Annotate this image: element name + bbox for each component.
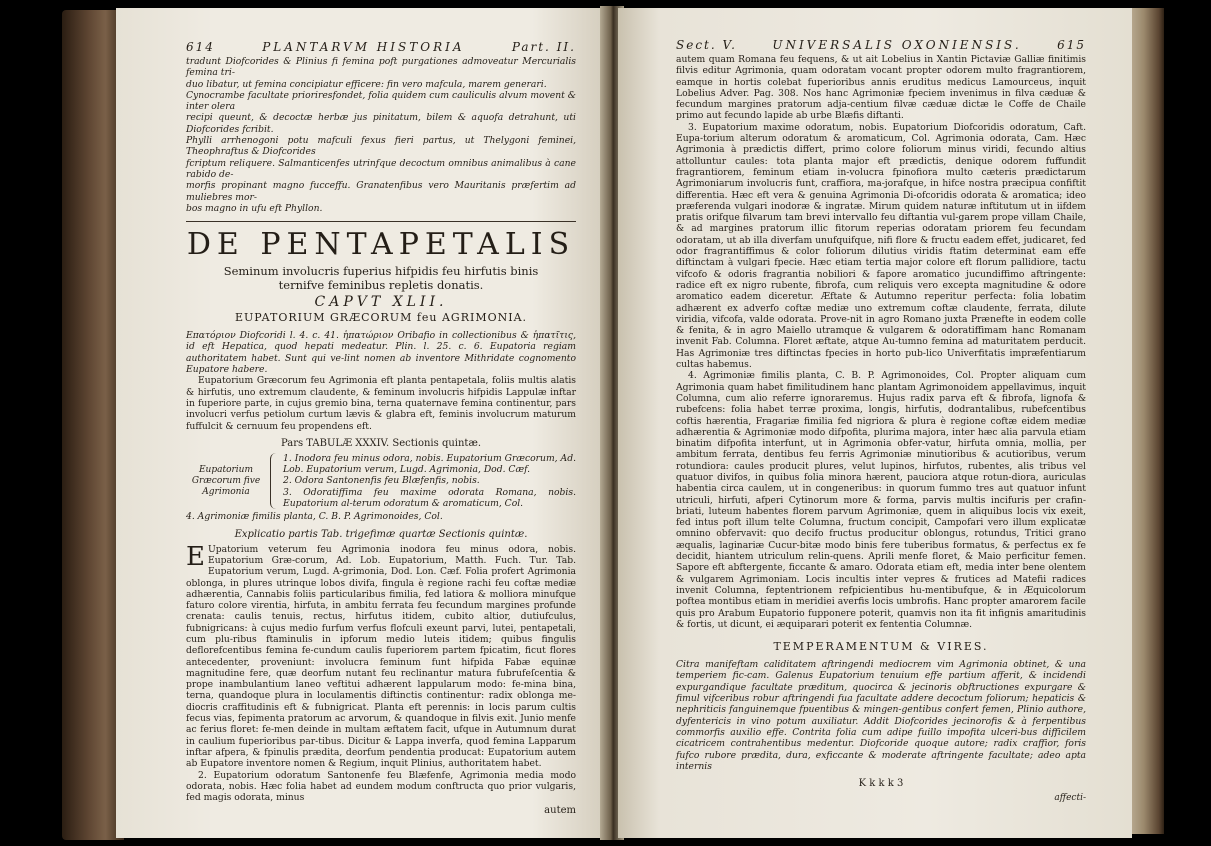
- caput-heading: CAPVT XLII.: [314, 294, 448, 311]
- synonym-item: 3. Odoratiffima feu maxime odorata Romana, nobis. Eupatorium al-terum odoratum & aromaticum, Col.: [283, 486, 576, 510]
- intro-block: [186, 56, 576, 214]
- synonym-list: [186, 453, 576, 509]
- intro-line: tradunt Diofcorides & Plinius fi femina poft purgationes admoveatur Mercurialis femina tri-: [186, 56, 576, 79]
- left-part-label: Part. II.: [511, 40, 576, 54]
- left-page-number: 614: [186, 40, 215, 54]
- paragraph-continued: autem quam Romana feu fequens, & ut ait Lobelius in Xantin Pictaviæ Galliæ finitimis filvis editur Agrimonia, quam odoratam vocant propter odorem multo fragrantiorem, eamque in hortis colebat fuperioribus annis eruditus medicus Lamourceus, inquit Lobelius Adver. Pag. 308. Nos hanc Agrimoniæ fpeciem invenimus in filva cæduæ & fecundum margines pratorum adja-centium filvæ cæduæ dictæ le Coffe de Chaile primo aut fecundo lapide ab urbe Blæfis diftanti.: [676, 54, 1086, 122]
- paragraph-virtues: Citra manifeftam caliditatem aftringendi mediocrem vim Agrimonia obtinet, & una temperiem fic-cam. Galenus Eupatorium tenuium effe partium afferit, & incidendi expurgandique facultate præditum, quocirca & jecinoris obftructiones expurgare & fimul vifceribus robur aftringendi fua facultate addere decoctum foliorum; hepaticis & nephriticis fanguinemque fpuentibus & mingen-gentibus confert femen, Plinio authore, dyfentericis in vino potum auxiliatur. Addit Diofcorides jecinorofis & à ferpentibus commorfis auxilio effe. Contrita folia cum adipe fuillo impofita ulceri-bus difficilem cicatricem contrahentibus medentur. Diofcoride quoque autore; radix craffior, foris fufco rubore prædita, dura, exficcante & moderate aftringente facultate; adeo apta internis: [676, 659, 1086, 772]
- chapter-title: DE PENTAPETALIS: [186, 227, 576, 263]
- paragraph-third-species: 3. Eupatorium maxime odoratum, nobis. Eupatorium Diofcoridis odoratum, Caft. Eupa-torium alterum odoratum & aromaticum, Col. Agrimonia odorata, Cam. Hæc Agrimonia à prædictis differt, primo colore foliorum minus viridi, fecundo altius attolluntur caules: tota planta major eft prædictis, denique odorem fuffundit fragrantiorem, feminum etiam in-volucra fpinofiora multo cæteris prædictarum Agrimoniarum involucris funt, craffiora, ma-jorafque, in hifce nostra præcipua confiftit differentia. Hæc eft vera & genuina Agrimonia Di-ofcoridis odorata & aromatica; ideo præferenda vulgari inodoræ & ingratæ. Mirum quidem naturæ inftitutum ut in iifdem pratis orifque filvarum tam brevi intervallo feu diftantia vul-garem prope villam Chaile, & ad margines pratorum illic fitorum reperias odoratam priorem feu fecundam odoratam, ut ab illa diverfam unufquifque, nifi flore & fructu eadem effet, judicaret, fed odor fragrantiffimus & color foliorum dilutius viridis ftatim determinat eam effe diftinctam à vulgari fpecie. Hæc etiam tertia major colore eft florum pallidiore, tactu vifcofo & odoris fragrantia nobiliori & fapore aromatico jucundiffimo aftringente: radice eft ex nigro rubente, fibrofa, cum reliquis vero excepta magnitudine & odore aromatico eadem diceretur. Æftate & Autumno reperitur perfecta: folia lobatim adhærent ex adverfo coftæ mediæ uno extremum coftæ claudente, ferrata, dilute viridia, vifcofa, valde odorata. Prove-nit in agro Romano juxta Prænefte in eodem colle & fenita, & in agro Maiello utramque & vulgarem & odoratiffimam hanc Romanam invenit Fab. Columna. Floret æftate, atque Au-tumno femina ad maturitatem perducit. Has Agrimoniæ tres diftinctas fpecies in horto pub-lico Univerfitatis impræfentiarum cultas habemus.: [676, 121, 1086, 371]
- book-edge-right: [1130, 8, 1164, 834]
- intro-line: duo libatur, ut femina concipiatur efficere: fin vero mafcula, marem generari.: [186, 78, 547, 90]
- paragraph-main: [186, 541, 576, 770]
- paragraph-second: 2. Eupatorium odoratum Santonenfe feu Blæfenfe, Agrimonia media modo odorata, nobis. Hæc folia habet ad eundem modum conftructa quo prior vulgaris, fed magis odorata, minus: [186, 769, 576, 804]
- right-running-head: [676, 38, 1086, 52]
- left-running-head: [186, 40, 576, 54]
- intro-line: Cynocrambe facultate prioriresfondet, folia quidem cum cauliculis alvum movent & inter olera: [186, 89, 576, 113]
- right-page: [618, 8, 1132, 838]
- paragraph-description: Eupatorium Græcorum feu Agrimonia eft planta pentapetala, foliis multis alatis & hirfutis, uno extremum claudente, & feminum involucris hifpidis Lappulæ inftar in fuperiore parte, in cujus gremio bina, terna quaternave femina continentur, pars involucri verfus petiolum curtum lævis & glabra eft, feminis involucrum maturum fuffulcit & cernuum feu propendens eft.: [186, 375, 576, 432]
- drop-cap: E: [186, 541, 205, 572]
- synonym-items: [283, 453, 576, 509]
- intro-line: recipi queunt, & decoctæ herbæ jus pinitatum, bilem & aquofa detrahunt, uti Diofcorides fcribit.: [186, 112, 576, 135]
- brace-mark: [270, 453, 279, 509]
- intro-line: morfis propinant magno fucceffu. Granatenfibus vero Mauritanis præfertim ad muliebres mor-: [186, 180, 576, 203]
- paragraph-main-text: Upatorium veterum feu Agrimonia inodora feu minus odora, nobis. Eupatorium Græ-corum, Ad. Lob. Eupatorium, Matth. Fuch. Tur. Tab. Eupatorium verum, Lugd. A-grimonia, Dod. Lon. Cæf. Folia profert Agrimonia oblonga, in plures utrinque lobos divifa, fingula è regione rachi feu coftæ mediæ adhærentia, Cannabis foliis particularibus fimilia, fed latiora & molliora minufque faturo colore virentia, hirfuta, in ambitu ferrata feu fecundum margines profunde crenata: caulis tenuis, rectus, hirfutus itidem, cubito altior, dutiufculus, fubnigricans: à cujus medio furfum verfus flofculi exeunt parvi, lutei, pentapetali, cum plu-ribus ftaminulis in ipforum medio luteis itidem; quibus fingulis deflorefcentibus femina fe-cundum caulis fuperiorem partem fpicatim, ficut flores antecedenter, proveniunt: involucra feminum funt hifpida Fabæ equinæ magnitudine fere, quæ deorfum nutant feu reclinantur matura fubrufeſcentia & prope inambulantium laneo veftitui adhærent lappularum modo: fe-mina bina, terna, quandoque plura in loculamentis diftinctis continentur: radix oblonga me-diocris craffitudinis eft & fubnigricat. Planta eft perennis: in locis parum cultis fecus vias, fepimenta pratorum ac arvorum, & quandoque in filvis exit. Junio menfe ac ferius floret: fe-men deinde in multam æftatem facit, ufque in Autumnum durat in caulium fuperioribus par-tibus. Dicitur & Lappa inverfa, quod femina Lapparum inftar afpera, & fpinulis prædita, deorfum pendentia producat: Eupatorium autem ab Eupatore inventore nomen & Regium, inquit Plinius, authoritatem habet.: [186, 543, 576, 770]
- left-page: [116, 8, 606, 838]
- synonym-item-four: 4. Agrimoniæ fimilis planta, C. B. P. Agrimonoides, Col.: [186, 511, 443, 523]
- paragraph-etymology: Eπατόριον Diofcoridi l. 4. c. 41. ἡπατώριον Oribafio in collectionibus & ἡπατῖτις, id eft Hepatica, quod hepati medeatur. Plin. l. 25. c. 6. Eupatoria regiam authoritatem habet. Sunt qui ve-lint nomen ab inventore Mithridate cognomento Eupatore habere.: [186, 330, 576, 376]
- right-catchword: affecti-: [1054, 793, 1086, 804]
- book-edge-left: [62, 10, 124, 840]
- intro-line: fcriptum reliquere. Salmanticenfes utrinfque decoctum omnibus animalibus à cane rabido de-: [186, 157, 576, 180]
- intro-line: bos magno in ufu eft Phyllon.: [186, 202, 323, 214]
- right-running-title: UNIVERSALIS OXONIENSIS.: [772, 38, 1022, 52]
- signature-mark: K k k k 3: [858, 778, 904, 790]
- temperamentum-heading: TEMPERAMENTUM & VIRES.: [773, 640, 989, 654]
- left-catchword: autem: [544, 805, 576, 817]
- right-page-number: 615: [1057, 38, 1086, 52]
- synonym-item: 2. Odora Santonenfis feu Blæfenfis, nobis.: [283, 475, 480, 487]
- table-reference: Pars TABULÆ XXXIV. Sectionis quintæ.: [280, 437, 482, 449]
- synonym-item: 1. Inodora feu minus odora, nobis. Eupatorium Græcorum, Ad. Lob. Eupatorium verum, Lugd. Agrimonia, Dod. Cæf.: [283, 452, 576, 476]
- synonym-label: Eupatorium Græcorum five Agrimonia: [191, 464, 261, 497]
- intro-line: Phylli arrhenogoni potu mafculi fexus fieri partus, ut Thelygoni feminei, Theophraftus & Diofcorides: [186, 135, 576, 158]
- chapter-subtitle: Seminum involucris fuperius hifpidis feu hirfutis binis ternifve feminibus repletis donatis.: [223, 264, 539, 293]
- chapter-name: EUPATORIUM GRÆCORUM feu AGRIMONIA.: [234, 311, 528, 325]
- explicatio-heading: Explicatio partis Tab. trigefimæ quartæ Sectionis quintæ.: [234, 528, 528, 540]
- paragraph-fourth-species: 4. Agrimoniæ fimilis planta, C. B. P. Agrimonoides, Col. Propter aliquam cum Agrimonia quam habet fimilitudinem hanc plantam Agrimonoidem appellavimus, inquit Columna, cum alio referre ignoraremus. Hujus radix parva eft & fibrofa, lignofa & rubefcens: folia habet terræ proxima, longis, hirfutis, dodrantalibus, rubefcentibus coftis hærentia, Fragariæ fimilia fed nigriora & plura è regione coftæ eidem mediæ adhærentia & Agrimoniæ modo difpofita, plurima majora, inter hæc alia parvula etiam binatim difpofita interfunt, ut in Agrimonia obfer-vatur, hirfuta omnia, mollia, per ambitum ferrata, dentibus feu ferris Agrimoniæ minutioribus & acutioribus, verum rotundiora: caules producit plures, velut lupinos, hirfutos, rubentes, alis tribus vel quatuor divifos, in quibus folia minora hærent, pauciora atque rotun-diora, auriculas habentia circa caulem, ut in congeneribus: in quorum fummo tres aut quatuor infunt utriculi, hirfuti, afperi Cytinorum more & forma, parvis multis incifuris per crafin-briati, luteum habentes florem parvum Agrimoniæ, quem in aliquibus locis vix exeit, fed intus poft illum telte Columna, fructum concipit, Campofari vero illum explicatæ omnino obfervavit: quo decifo fructus producitur oblongus, rotundus, Tritici grano æqualis, laginariæ Cucur-bitæ modo binis fere tuberibus formatus, & perfectus ex fe decidit, hiantem utriculum relin-quens. Aprili menfe floret, & Maio perficitur femen. Sapore eft abftergente, ficcante & amaro. Odorata etiam eft, media inter bene olentem & vulgarem Agrimoniam. Locis incultis inter vepres & frutices ad Matefii radices invenit Columna, feptentrionem refpicientibus hu-mentibufque, & in Æquicolorum poftea montibus etiam in meridiei averfis locis umbrofis. Hanc propter amarorem facile quis pro Arabum Eupatorio fupponere poterit, quamvis non ita fit infignis amaritudinis & fortis, ut dicunt, ei æquiparari poterit ex fententia Columnæ.: [676, 370, 1086, 630]
- left-running-title: PLANTARVM HISTORIA: [262, 40, 465, 54]
- right-section-label: Sect. V.: [676, 38, 737, 52]
- section-divider: [186, 221, 576, 222]
